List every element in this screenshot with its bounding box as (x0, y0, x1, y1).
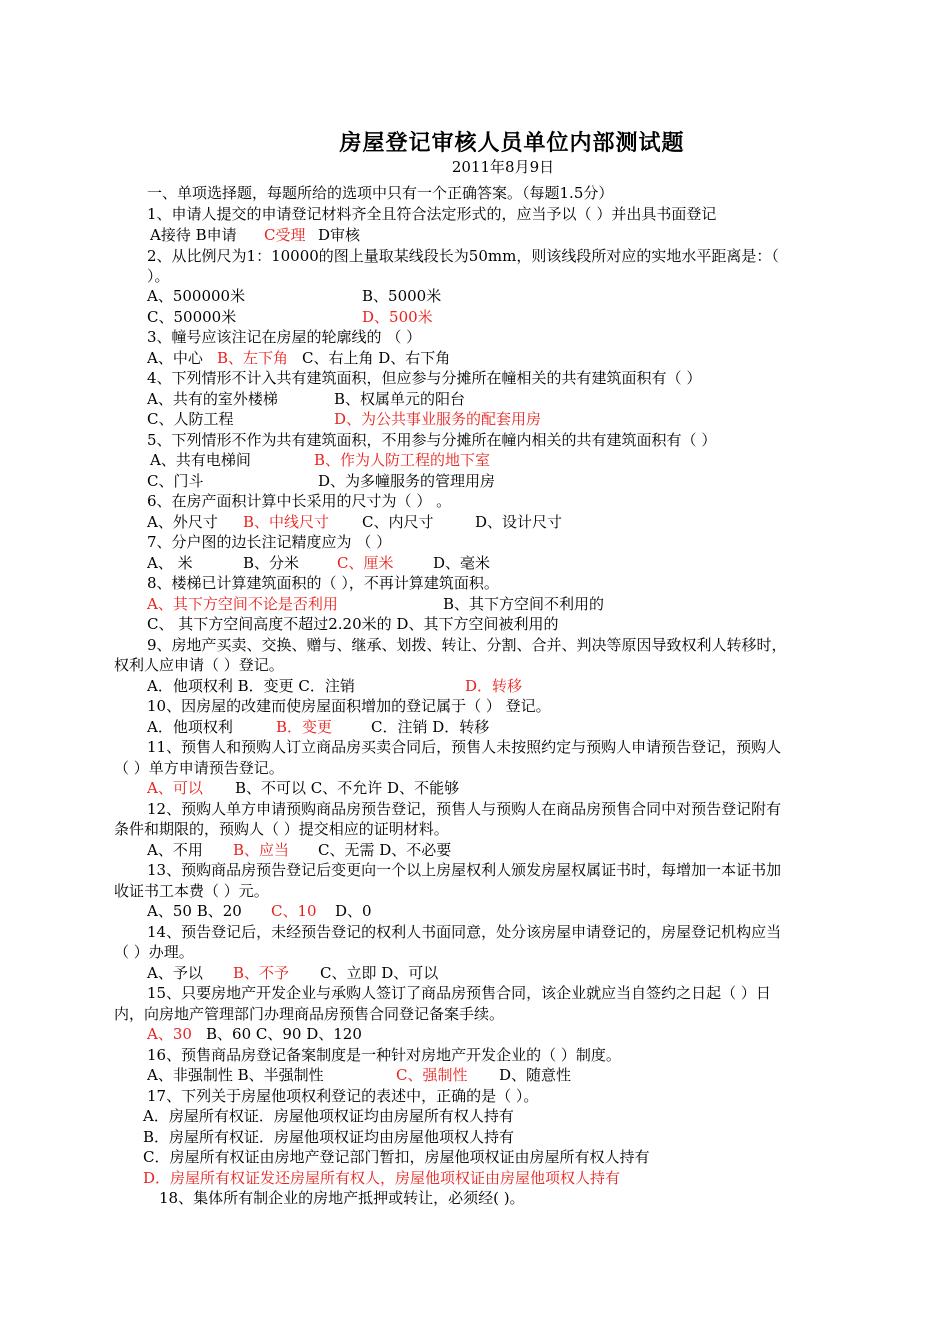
question-text: A．他项权利 B．变更 C．注销 (147, 677, 355, 695)
question-text: D、毫米 (433, 554, 491, 572)
question-text: B、权属单元的阳台 (334, 390, 466, 408)
question-text: B．房屋所有权证．房屋他项权证均由房屋他项权人持有 (143, 1128, 515, 1146)
question-text: B、分米 (243, 554, 300, 572)
question-text: D、为多幢服务的管理用房 (318, 472, 496, 490)
question-text: A、50 B、20 (147, 902, 242, 920)
question-text: A、予以 (147, 964, 203, 982)
question-text: 4、下列情形不计入共有建筑面积，但应参与分摊所在幢相关的共有建筑面积有（ ） (147, 369, 702, 387)
question-text: C、无需 D、不必要 (318, 841, 452, 859)
question-text: C、右上角 D、右下角 (302, 349, 451, 367)
question-text: B、5000米 (362, 287, 442, 305)
question-text: 权利人应申请（ ）登记。 (114, 656, 284, 674)
question-text: 10、因房屋的改建而使房屋面积增加的登记属于（ ） 登记。 (147, 697, 551, 715)
question-text: A．他项权利 (147, 718, 233, 736)
question-text: ）。 (147, 267, 170, 285)
answer-text: B、应当 (233, 841, 290, 859)
question-text: C、内尺寸 (362, 513, 434, 531)
answer-text: C受理 (264, 226, 306, 244)
question-text: A、共有的室外楼梯 (147, 390, 278, 408)
question-text: B、不可以 C、不允许 D、不能够 (235, 779, 460, 797)
answer-text: D、500米 (362, 308, 433, 326)
answer-text: D、为公共事业服务的配套用房 (334, 410, 542, 428)
answer-text: B、作为人防工程的地下室 (314, 451, 491, 469)
question-text: C、门斗 (147, 472, 204, 490)
question-text: 一、单项选择题，每题所给的选项中只有一个正确答案。（每题1.5分） (147, 184, 614, 202)
answer-text: B、不予 (233, 964, 290, 982)
question-text: 9、房地产买卖、交换、赠与、继承、划拨、转让、分割、合并、判决等原因导致权利人转移时， (147, 636, 787, 654)
question-text: 11、预售人和预购人订立商品房买卖合同后，预售人未按照约定与预购人申请预告登记，预购人 (147, 738, 782, 756)
document-date: 2011年8月9日 (451, 158, 555, 176)
answer-text: D．转移 (465, 677, 523, 695)
question-text: B、其下方空间不利用的 (443, 595, 605, 613)
answer-text: B．变更 (276, 718, 333, 736)
question-text: 7、分户图的边长注记精度应为 （ ） (147, 533, 392, 551)
question-text: A、共有电梯间 (150, 451, 251, 469)
question-text: （ ）办理。 (114, 943, 194, 961)
question-text: 内，向房地产管理部门办理商品房预售合同登记备案手续。 (114, 1005, 505, 1023)
question-text: 条件和期限的，预购人（ ）提交相应的证明材料。 (114, 820, 449, 838)
question-text: D、设计尺寸 (475, 513, 563, 531)
answer-text: C、厘米 (337, 554, 394, 572)
question-text: 3、幢号应该注记在房屋的轮廓线的 （ ） (147, 328, 422, 346)
question-text: C、50000米 (147, 308, 237, 326)
question-text: 14、预告登记后，未经预告登记的权利人书面同意，处分该房屋申请登记的，房屋登记机构应当 (147, 923, 782, 941)
question-text: A．房屋所有权证．房屋他项权证均由房屋所有权人持有 (143, 1107, 514, 1125)
question-text: 2、从比例尺为1：10000的图上量取某线段长为50mm，则该线段所对应的实地水平距离是：（ (147, 247, 779, 265)
question-text: 5、下列情形不作为共有建筑面积，不用参与分摊所在幢内相关的共有建筑面积有（ ） (147, 431, 717, 449)
question-text: C．房屋所有权证由房地产登记部门暂扣，房屋他项权证由房屋所有权人持有 (143, 1148, 650, 1166)
answer-text: D．房屋所有权证发还房屋所有权人，房屋他项权证由房屋他项权人持有 (143, 1169, 621, 1187)
question-text: 15、只要房地产开发企业与承购人签订了商品房预售合同，该企业就应当自签约之日起（ ）日 (147, 984, 771, 1002)
question-text: 13、预购商品房预告登记后变更向一个以上房屋权利人颁发房屋权属证书时，每增加一本证书加 (147, 861, 782, 879)
question-text: A、非强制性 B、半强制性 (147, 1066, 324, 1084)
answer-text: C、10 (271, 902, 317, 920)
question-text: D、随意性 (499, 1066, 572, 1084)
answer-text: C、强制性 (396, 1066, 468, 1084)
question-text: （ ）单方申请预告登记。 (114, 759, 284, 777)
answer-text: A、可以 (147, 779, 203, 797)
question-text: 收证书工本费（ ）元。 (114, 882, 269, 900)
question-text: A、中心 (147, 349, 203, 367)
question-text: 18、集体所有制企业的房地产抵押或转让，必须经( )。 (159, 1189, 525, 1207)
answer-text: A、30 (147, 1025, 192, 1043)
question-text: 17、下列关于房屋他项权利登记的表述中，正确的是（ ）。 (147, 1087, 539, 1105)
question-text: A接待 B申请 (150, 226, 237, 244)
question-text: C．注销 D．转移 (371, 718, 490, 736)
question-text: B、60 C、90 D、120 (206, 1025, 362, 1043)
question-text: D审核 (318, 226, 361, 244)
question-text: C、人防工程 (147, 410, 234, 428)
question-text: A、 米 (147, 554, 193, 572)
question-text: 1、申请人提交的申请登记材料齐全且符合法定形式的，应当予以（ ）并出具书面登记 (147, 205, 717, 223)
question-text: A、500000米 (147, 287, 246, 305)
question-text: C、立即 D、可以 (320, 964, 439, 982)
question-text: A、外尺寸 (147, 513, 218, 531)
question-text: 6、在房产面积计算中长采用的尺寸为（ ） 。 (147, 492, 452, 510)
question-text: 16、预售商品房登记备案制度是一种针对房地产开发企业的（ ）制度。 (147, 1046, 621, 1064)
document-title: 房屋登记审核人员单位内部测试题 (339, 130, 685, 156)
answer-text: A、其下方空间不论是否利用 (147, 595, 338, 613)
question-text: 8、楼梯已计算建筑面积的（ ），不再计算建筑面积。 (147, 574, 499, 592)
question-text: A、不用 (147, 841, 203, 859)
answer-text: B、左下角 (217, 349, 289, 367)
question-text: 12、预购人单方申请预购商品房预告登记，预售人与预购人在商品房预售合同中对预告登记附有 (147, 800, 782, 818)
question-text: D、0 (335, 902, 372, 920)
question-text: C、 其下方空间高度不超过2.20米的 D、其下方空间被利用的 (147, 615, 559, 633)
answer-text: B、中线尺寸 (243, 513, 330, 531)
